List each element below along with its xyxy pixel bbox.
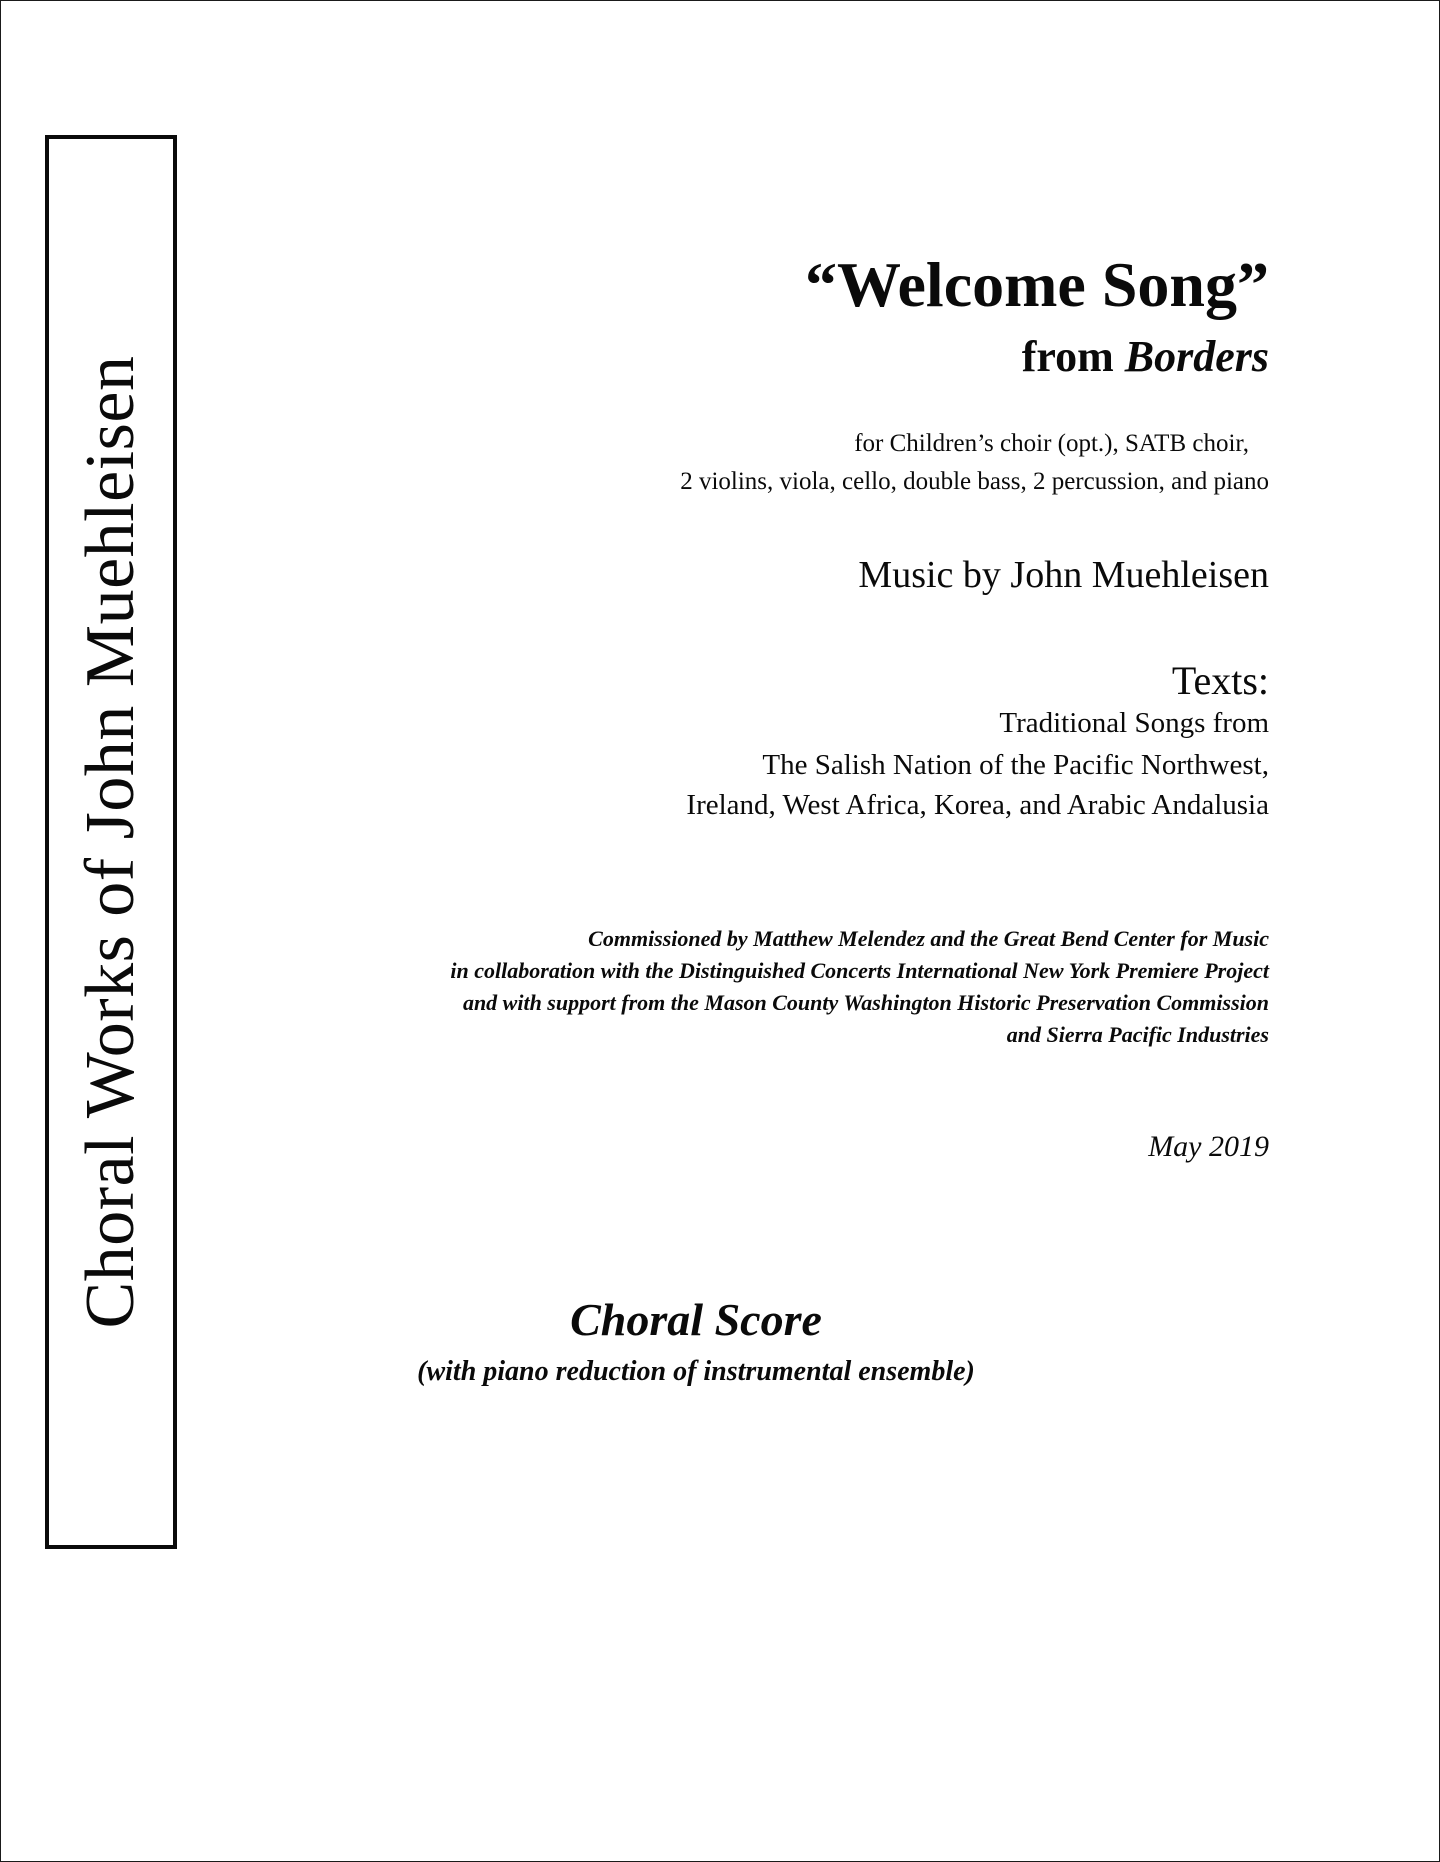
score-type-subtitle: (with piano reduction of instrumental ensemble): [417, 1356, 975, 1387]
commission-line: in collaboration with the Distinguished Concerts International New York Premiere Project: [450, 958, 1269, 983]
composer-credit: Music by John Muehleisen: [858, 554, 1269, 596]
commission-line: and with support from the Mason County Washington Historic Preservation Commission: [462, 990, 1269, 1015]
spine-series-title: Choral Works of John Muehleisen: [72, 355, 149, 1329]
instrumentation-line-2: 2 violins, viola, cello, double bass, 2 percussion, and piano: [680, 468, 1269, 495]
spine-box: [45, 135, 177, 1549]
texts-line: Ireland, West Africa, Korea, and Arabic Andalusia: [686, 789, 1269, 821]
subtitle-from: from: [1021, 332, 1114, 381]
subtitle-work-name: Borders: [1124, 332, 1269, 381]
commission-line: and Sierra Pacific Industries: [1006, 1022, 1269, 1047]
score-type-title: Choral Score: [570, 1294, 822, 1345]
piece-title: “Welcome Song”: [805, 249, 1269, 320]
texts-heading: Texts:: [1171, 658, 1269, 703]
instrumentation-line-1: for Children’s choir (opt.), SATB choir,: [854, 430, 1249, 457]
texts-line: Traditional Songs from: [999, 707, 1269, 739]
piece-subtitle: [1021, 332, 1269, 381]
publication-date: May 2019: [1148, 1130, 1269, 1163]
commission-line: Commissioned by Matthew Melendez and the Great Bend Center for Music: [588, 926, 1269, 951]
texts-line: The Salish Nation of the Pacific Northwest,: [762, 749, 1269, 781]
